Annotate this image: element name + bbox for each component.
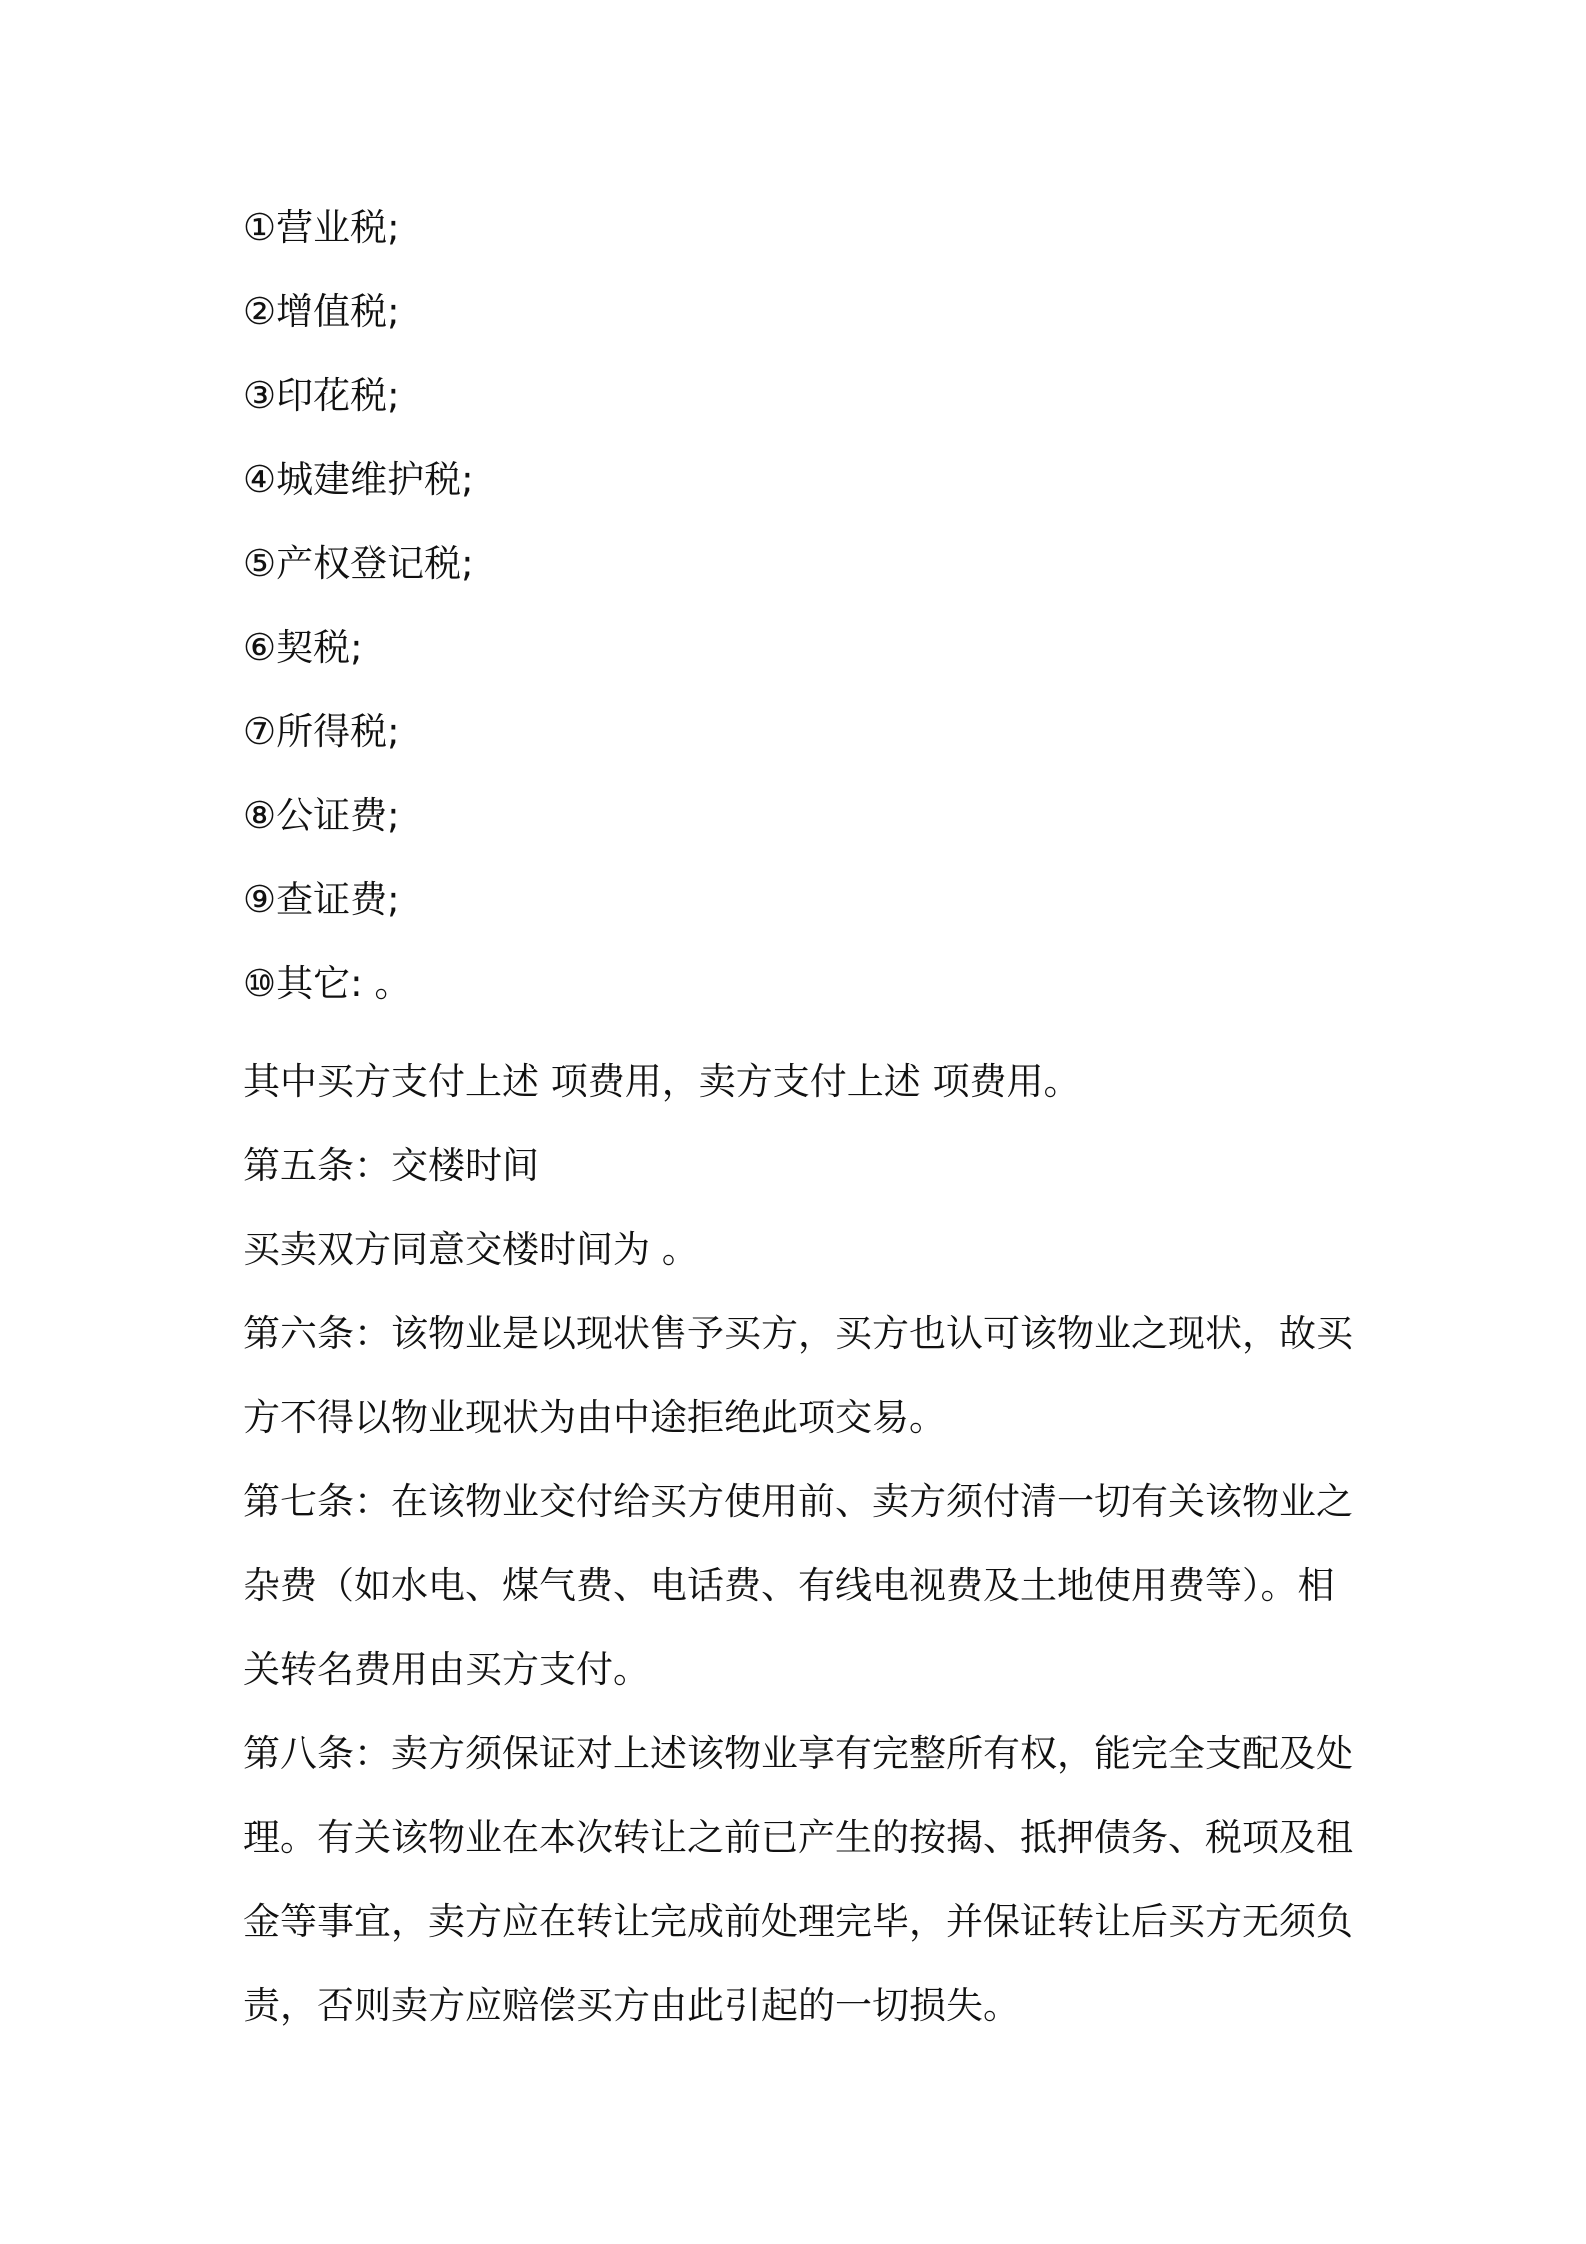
list-item: ⑦所得税; bbox=[243, 710, 400, 753]
article5-title: 第五条：交楼时间 bbox=[243, 1144, 539, 1187]
list-item: ④城建维护税; bbox=[243, 458, 474, 501]
list-item: ⑧公证费; bbox=[243, 794, 400, 837]
list-item: ⑥契税; bbox=[243, 626, 363, 669]
article7-paragraph: 第七条：在该物业交付给买方使用前、卖方须付清一切有关该物业之杂费（如水电、煤气费、电话费、有线电视费及土地使用费等）。相关转名费用由买方支付。 bbox=[243, 1480, 1353, 1691]
list-item: ①营业税; bbox=[243, 206, 400, 249]
article8-paragraph: 第八条：卖方须保证对上述该物业享有完整所有权，能完全支配及处理。有关该物业在本次转让之前已产生的按揭、抵押债务、税项及租金等事宜，卖方应在转让完成前处理完毕，并保证转让后买方无须负责，否则卖方应赔偿买方由此引起的一切损失。 bbox=[243, 1732, 1353, 2027]
article6-paragraph: 第六条：该物业是以现状售予买方，买方也认可该物业之现状，故买方不得以物业现状为由中途拒绝此项交易。 bbox=[243, 1312, 1353, 1439]
tax-fee-list bbox=[243, 200, 1363, 1040]
list-item: ⑤产权登记税; bbox=[243, 542, 474, 585]
article5-body: 买卖双方同意交楼时间为 。 bbox=[243, 1228, 699, 1271]
payment-split-paragraph: 其中买方支付上述 项费用，卖方支付上述 项费用。 bbox=[243, 1060, 1081, 1103]
list-item: ③印花税; bbox=[243, 374, 400, 417]
list-item: ②增值税; bbox=[243, 290, 400, 333]
list-item: ⑨查证费; bbox=[243, 878, 400, 921]
list-item: ⑩其它: 。 bbox=[243, 962, 412, 1005]
document-page bbox=[243, 200, 1363, 2048]
